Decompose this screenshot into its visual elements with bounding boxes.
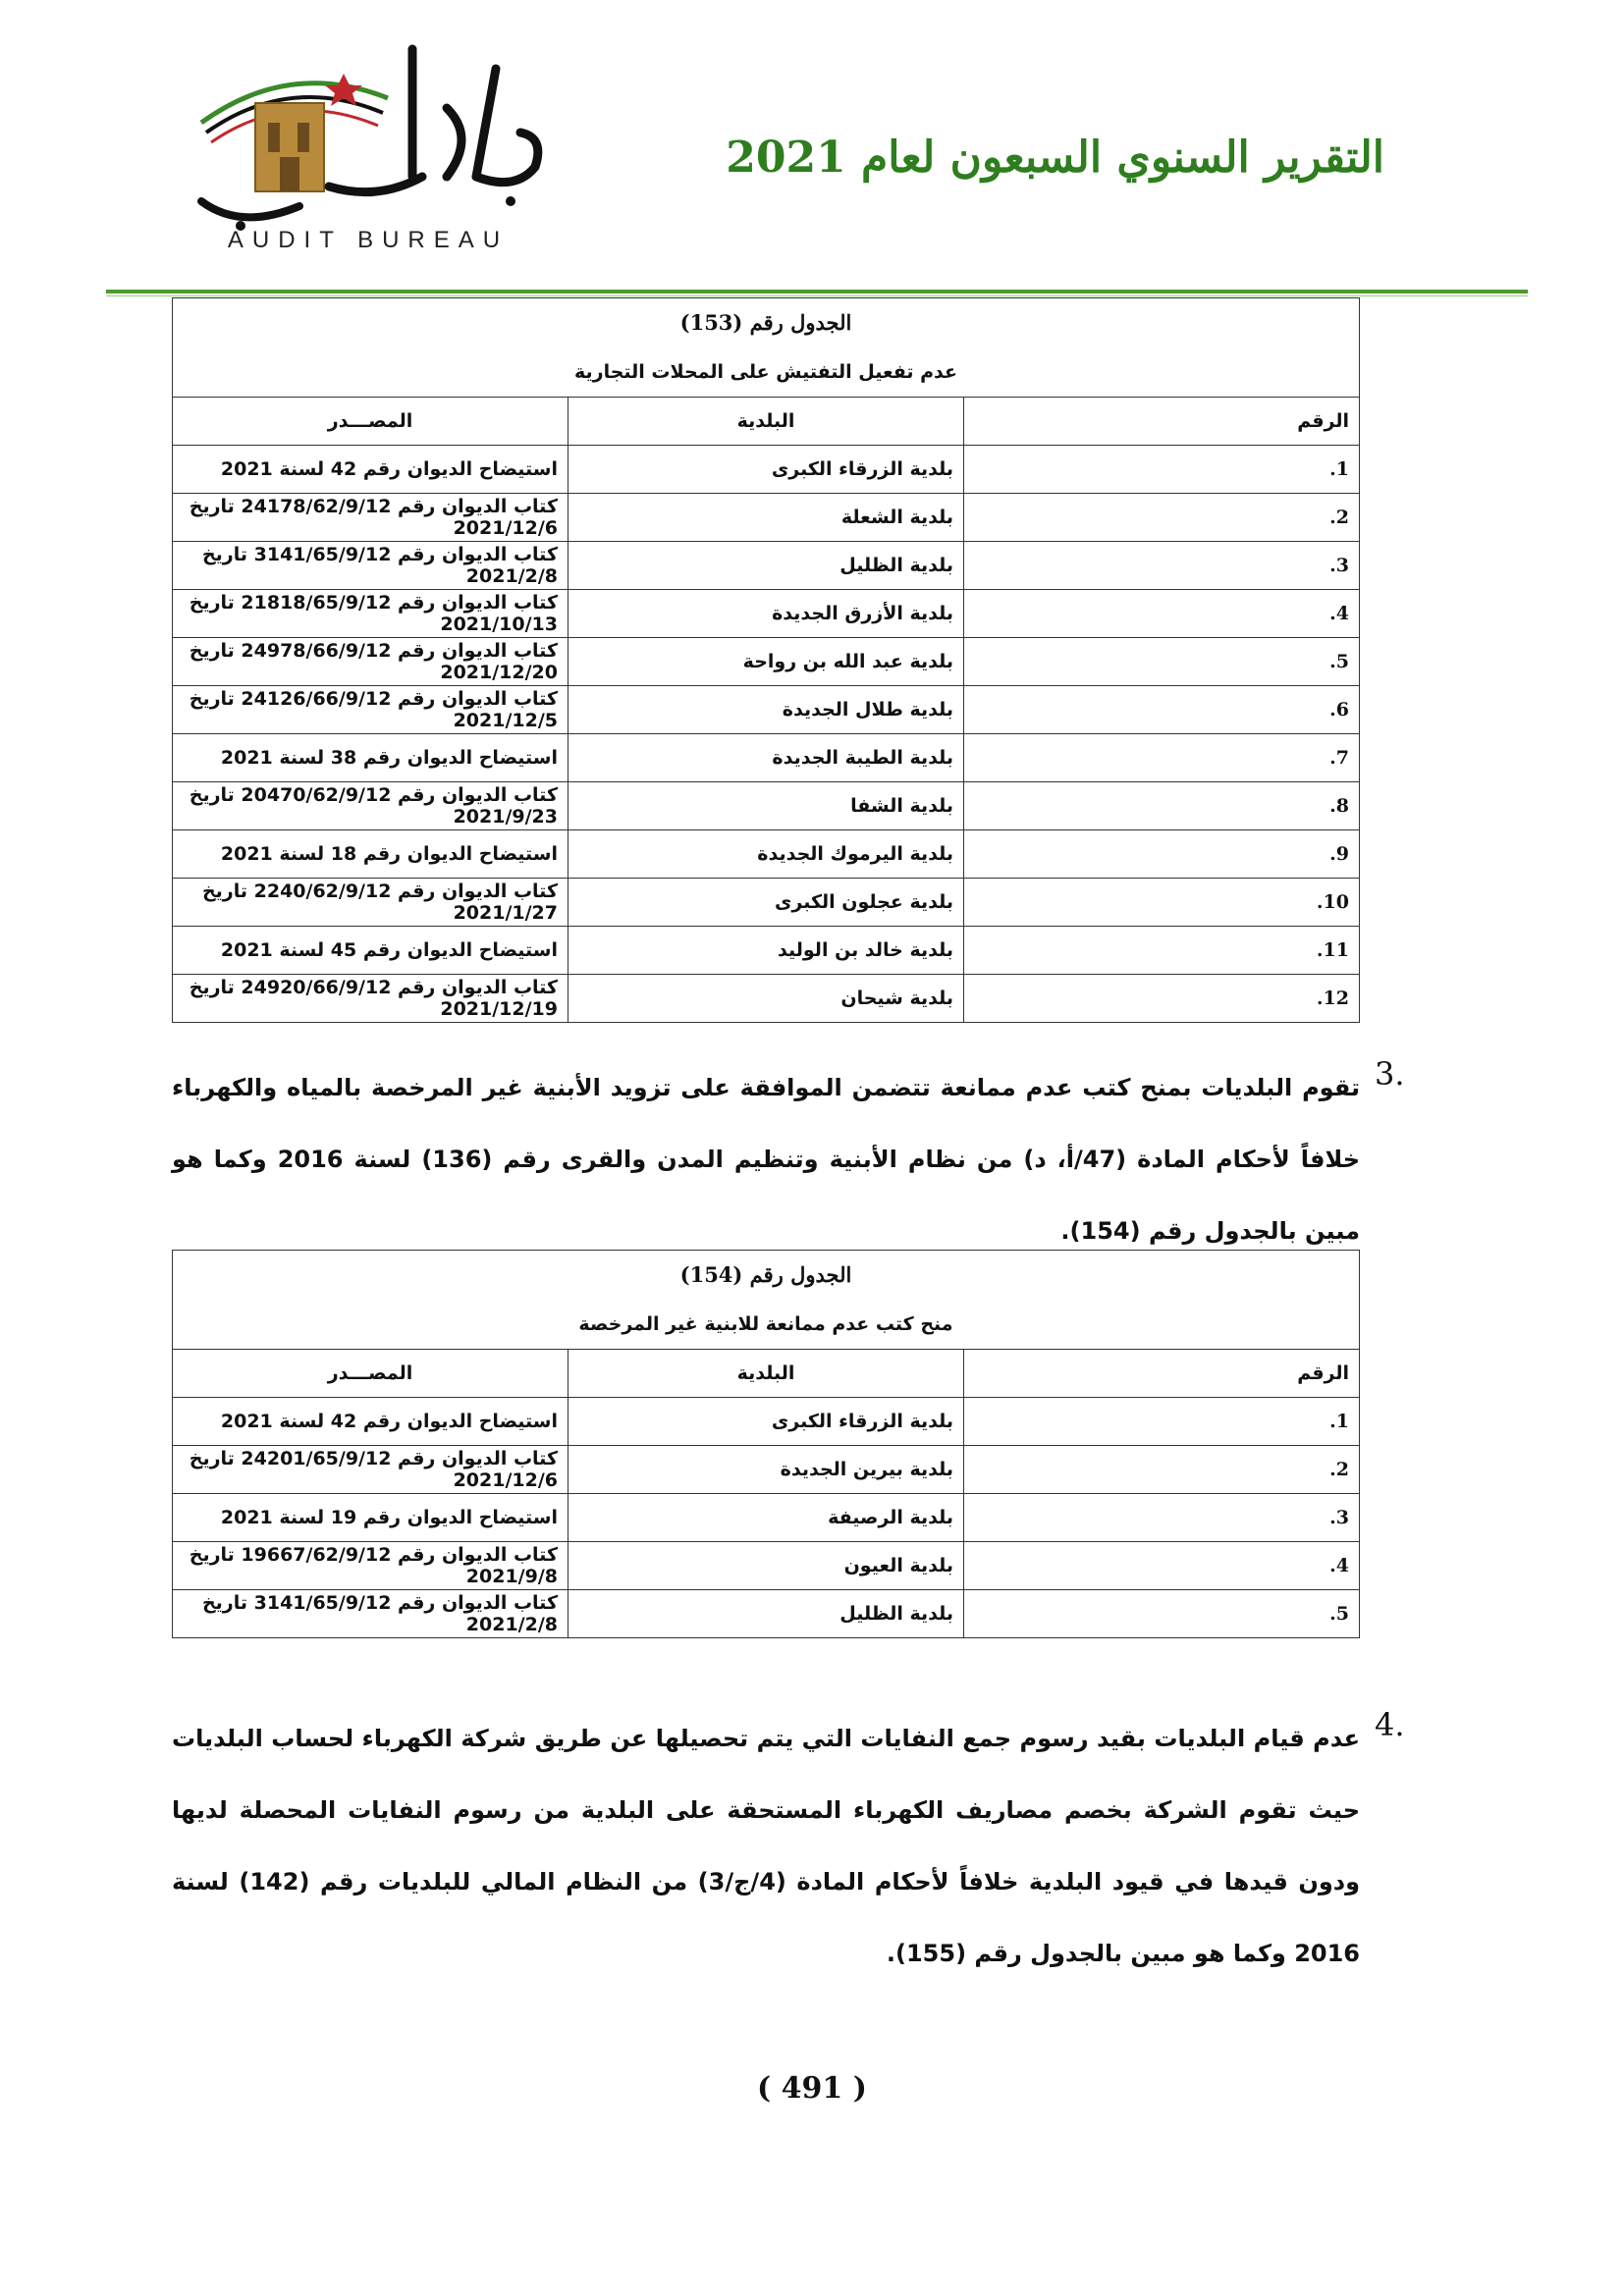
col-header-source: المصـــدر	[173, 1350, 568, 1398]
row-source: كتاب الديوان رقم 24978/66/9/12 تاريخ 2021/12/20	[173, 638, 568, 686]
col-header-number: الرقم	[964, 398, 1360, 446]
row-municipality: بلدية الظليل	[568, 1590, 964, 1638]
table-153-number: الجدول رقم (153)	[679, 310, 852, 335]
row-municipality: بلدية الشعلة	[568, 494, 964, 542]
row-source: كتاب الديوان رقم 24126/66/9/12 تاريخ 2021/12/5	[173, 686, 568, 734]
table-row	[173, 494, 1360, 542]
row-source: استيضاح الديوان رقم 19 لسنة 2021	[173, 1494, 568, 1542]
row-municipality: بلدية الشفا	[568, 782, 964, 830]
row-number: 10.	[964, 879, 1360, 927]
row-number: 11.	[964, 927, 1360, 975]
table-row	[173, 879, 1360, 927]
row-source: استيضاح الديوان رقم 18 لسنة 2021	[173, 830, 568, 879]
row-number: 2.	[964, 494, 1360, 542]
row-number: 4.	[964, 590, 1360, 638]
table-153-title: عدم تفعيل التفتيش على المحلات التجارية	[573, 361, 958, 383]
row-source: استيضاح الديوان رقم 38 لسنة 2021	[173, 734, 568, 782]
row-number: 8.	[964, 782, 1360, 830]
row-number: 9.	[964, 830, 1360, 879]
table-row	[173, 975, 1360, 1023]
table-row	[173, 1590, 1360, 1638]
col-header-municipality: البلدية	[568, 398, 964, 446]
row-number: 6.	[964, 686, 1360, 734]
row-municipality: بلدية طلال الجديدة	[568, 686, 964, 734]
row-municipality: بلدية بيرين الجديدة	[568, 1446, 964, 1494]
row-number: 5.	[964, 638, 1360, 686]
table-row	[173, 1494, 1360, 1542]
table-154-header-row	[173, 1350, 1360, 1398]
row-number: 3.	[964, 542, 1360, 590]
row-municipality: بلدية الزرقاء الكبرى	[568, 446, 964, 494]
row-source: كتاب الديوان رقم 19667/62/9/12 تاريخ 2021/9/8	[173, 1542, 568, 1590]
table-row	[173, 638, 1360, 686]
row-municipality: بلدية عجلون الكبرى	[568, 879, 964, 927]
row-municipality: بلدية عبد الله بن رواحة	[568, 638, 964, 686]
row-source: كتاب الديوان رقم 20470/62/9/12 تاريخ 2021/9/23	[173, 782, 568, 830]
row-municipality: بلدية الرصيفة	[568, 1494, 964, 1542]
audit-bureau-logo	[182, 29, 555, 255]
col-header-number: الرقم	[964, 1350, 1360, 1398]
row-municipality: بلدية اليرموك الجديدة	[568, 830, 964, 879]
row-source: كتاب الديوان رقم 2240/62/9/12 تاريخ 2021/1/27	[173, 879, 568, 927]
table-row	[173, 590, 1360, 638]
report-title: التقرير السنوي السبعون لعام 2021	[726, 133, 1384, 183]
table-row	[173, 782, 1360, 830]
row-number: 12.	[964, 975, 1360, 1023]
row-number: 7.	[964, 734, 1360, 782]
table-row	[173, 686, 1360, 734]
row-source: استيضاح الديوان رقم 42 لسنة 2021	[173, 446, 568, 494]
row-number: 4.	[964, 1542, 1360, 1590]
row-source: كتاب الديوان رقم 3141/65/9/12 تاريخ 2021/2/8	[173, 542, 568, 590]
paragraph-3-number: 3.	[1375, 1055, 1405, 1093]
table-row	[173, 1446, 1360, 1494]
row-municipality: بلدية العيون	[568, 1542, 964, 1590]
row-number: 2.	[964, 1446, 1360, 1494]
row-source: استيضاح الديوان رقم 42 لسنة 2021	[173, 1398, 568, 1446]
row-number: 1.	[964, 446, 1360, 494]
paragraph-4: عدم قيام البلديات بقيد رسوم جمع النفايات التي يتم تحصيلها عن طريق شركة الكهرباء لحساب البلديات حيث تقوم الشركة بخصم مصاريف الكهرباء المستحقة على البلدية من رسوم النفايات المحصلة لديها ودون قيدها في قيود البلدية خلافاً لأحكام المادة (4/ج/3) من النظام المالي للبلديات رقم (142) لسنة 2016 وكما هو مبين بالجدول رقم (155).	[172, 1725, 1361, 1967]
header-divider-thin	[106, 295, 1528, 296]
logo-latin-text: AUDIT BUREAU	[227, 227, 510, 253]
col-header-source: المصـــدر	[173, 398, 568, 446]
row-source: كتاب الديوان رقم 3141/65/9/12 تاريخ 2021/2/8	[173, 1590, 568, 1638]
table-row	[173, 1542, 1360, 1590]
table-153	[172, 297, 1360, 1023]
table-154-title: منح كتب عدم ممانعة للابنية غير المرخصة	[578, 1313, 953, 1335]
row-number: 3.	[964, 1494, 1360, 1542]
table-153-header-row	[173, 398, 1360, 446]
row-municipality: بلدية الأزرق الجديدة	[568, 590, 964, 638]
table-row	[173, 830, 1360, 879]
row-number: 1.	[964, 1398, 1360, 1446]
row-number: 5.	[964, 1590, 1360, 1638]
row-municipality: بلدية شيحان	[568, 975, 964, 1023]
col-header-municipality: البلدية	[568, 1350, 964, 1398]
row-municipality: بلدية الزرقاء الكبرى	[568, 1398, 964, 1446]
row-source: استيضاح الديوان رقم 45 لسنة 2021	[173, 927, 568, 975]
row-municipality: بلدية الظليل	[568, 542, 964, 590]
table-row	[173, 446, 1360, 494]
table-row	[173, 927, 1360, 975]
row-source: كتاب الديوان رقم 24920/66/9/12 تاريخ 2021/12/19	[173, 975, 568, 1023]
table-154-number: الجدول رقم (154)	[679, 1262, 852, 1287]
header-divider	[106, 290, 1528, 294]
table-154-caption	[173, 1251, 1360, 1350]
row-source: كتاب الديوان رقم 24178/62/9/12 تاريخ 2021/12/6	[173, 494, 568, 542]
row-municipality: بلدية الطيبة الجديدة	[568, 734, 964, 782]
row-source: كتاب الديوان رقم 24201/65/9/12 تاريخ 2021/12/6	[173, 1446, 568, 1494]
table-row	[173, 1398, 1360, 1446]
row-source: كتاب الديوان رقم 21818/65/9/12 تاريخ 2021/10/13	[173, 590, 568, 638]
table-row	[173, 734, 1360, 782]
table-154	[172, 1250, 1360, 1638]
logo-emblem	[182, 29, 555, 255]
row-municipality: بلدية خالد بن الوليد	[568, 927, 964, 975]
table-153-caption	[173, 298, 1360, 398]
page-number: ( 491 )	[757, 2071, 867, 2106]
paragraph-4-number: 4.	[1375, 1706, 1405, 1743]
paragraph-3: تقوم البلديات بمنح كتب عدم ممانعة تتضمن الموافقة على تزويد الأبنية غير المرخصة بالمياه والكهرباء خلافاً لأحكام المادة (47/أ، د) من نظام الأبنية وتنظيم المدن والقرى رقم (136) لسنة 2016 وكما هو مبين بالجدول رقم (154).	[172, 1074, 1360, 1245]
table-row	[173, 542, 1360, 590]
